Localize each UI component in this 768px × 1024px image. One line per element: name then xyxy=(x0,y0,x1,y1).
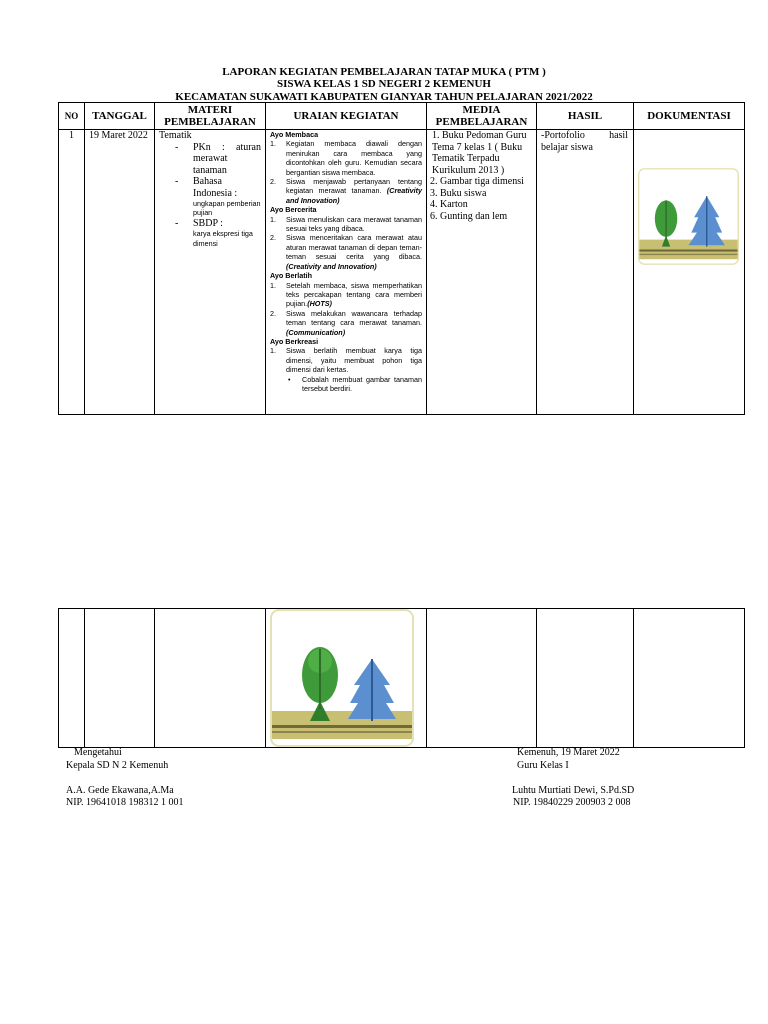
list-item: 2. Siswa menjawab pertanyaan tentang kegiatan merawat tanaman. (Creativity and Innovation) xyxy=(270,177,423,205)
section-heading-ayo-bercerita: Ayo Bercerita xyxy=(270,205,317,215)
header-uraian: URAIAN KEGIATAN xyxy=(266,103,427,130)
row-no: 1 xyxy=(59,130,85,415)
sig-left-name: A.A. Gede Ekawana,A.Ma xyxy=(66,785,174,796)
list-item: 1. Kegiatan membaca diawali dengan menirukan cara membaca yang dicontohkan oleh guru. Kemudian secara bergantian siswa membaca. xyxy=(270,139,422,177)
list-item: 6. Gunting dan lem xyxy=(430,210,508,222)
materi-list xyxy=(155,142,265,249)
sig-right-line2: Guru Kelas I xyxy=(517,760,569,771)
report-title-line-1: LAPORAN KEGIATAN PEMBELAJARAN TATAP MUKA ( PTM ) xyxy=(222,66,546,78)
sig-left-line2: Kepala SD N 2 Kemenuh xyxy=(66,760,169,771)
empty-cell xyxy=(537,609,634,748)
list-item: 1. Buku Pedoman Guru Tema 7 kelas 1 ( Buku Tematik Terpadu Kurikulum 2013 ) xyxy=(432,130,527,176)
row-hasil: -Portofolio hasil belajar siswa xyxy=(537,130,634,415)
row-uraian xyxy=(266,130,427,415)
list-item: 2. Gambar tiga dimensi xyxy=(430,176,524,187)
table-header-row xyxy=(59,103,745,130)
list-item: - PKn : aturan merawat tanaman xyxy=(175,141,261,176)
header-hasil: HASIL xyxy=(537,103,634,130)
empty-cell xyxy=(85,609,155,748)
header-media: MEDIA PEMBELAJARAN xyxy=(427,103,537,130)
section-heading-ayo-berlatih: Ayo Berlatih xyxy=(270,271,313,281)
empty-cell xyxy=(427,609,537,748)
header-materi: MATERI PEMBELAJARAN xyxy=(155,103,266,130)
list-item: 2. Siswa melakukan wawancara terhadap teman tentang cara merawat tanaman. (Communication) xyxy=(270,308,422,337)
sig-right-line1: Kemenuh, 19 Maret 2022 xyxy=(517,747,620,758)
row-dokumentasi xyxy=(634,130,745,415)
sig-right-name: Luhtu Murtiati Dewi, S.Pd.SD xyxy=(512,785,635,796)
empty-cell xyxy=(634,609,745,748)
list-item: 3. Buku siswa xyxy=(430,187,487,199)
table-row xyxy=(59,609,745,748)
materi-title: Tematik xyxy=(159,130,192,141)
empty-cell xyxy=(59,609,85,748)
list-item: 1. Setelah membaca, siswa memperhatikan teks percakapan tentang cara memberi pujian.(HOTS) xyxy=(270,280,422,309)
report-title-line-2: SISWA KELAS 1 SD NEGERI 2 KEMENUH xyxy=(277,78,491,90)
row-tanggal: 19 Maret 2022 xyxy=(85,130,155,415)
activity-table xyxy=(58,102,745,415)
row-media xyxy=(427,130,537,415)
photo-table xyxy=(58,608,745,748)
list-item: - SBDP : karya ekspresi tiga dimensi xyxy=(175,217,253,248)
list-item: 4. Karton xyxy=(430,199,468,210)
table-row xyxy=(59,130,745,415)
uraian-list-3 xyxy=(270,281,422,337)
header-no: NO xyxy=(59,103,85,130)
uraian-list-1 xyxy=(270,139,422,205)
list-item: 1. Siswa menuliskan cara merawat tanaman sesuai teks yang dibaca. xyxy=(270,214,422,234)
list-item: - Bahasa Indonesia : ungkapan pemberian pujian xyxy=(175,176,261,218)
list-item: 2. Siswa menceritakan cara merawat atau aturan merawat tanaman di depan teman-teman sesuai cerita yang dibaca. (Creativity and Innovation) xyxy=(270,233,422,271)
paper-trees-photo xyxy=(638,168,739,265)
row-materi xyxy=(155,130,266,415)
section-heading-ayo-membaca: Ayo Membaca xyxy=(270,130,319,139)
list-item: • Cobalah membuat gambar tanaman tersebut berdiri. xyxy=(288,374,422,393)
header-dokumentasi: DOKUMENTASI xyxy=(634,103,745,130)
uraian-list-4 xyxy=(270,346,422,374)
paper-trees-photo-large xyxy=(269,609,415,747)
sig-left-nip: NIP. 19641018 198312 1 001 xyxy=(66,797,184,808)
section-heading-ayo-berkreasi: Ayo Berkreasi xyxy=(270,336,319,346)
list-item: 1. Siswa berlatih membuat karya tiga dimensi, yaitu membuat pohon tiga dimensi dari kertas. xyxy=(270,346,422,375)
uraian-list-2 xyxy=(270,215,422,271)
header-tanggal: TANGGAL xyxy=(85,103,155,130)
empty-cell xyxy=(155,609,266,748)
sig-left-line1: Mengetahui xyxy=(74,747,122,758)
photo-cell xyxy=(266,609,427,748)
sig-right-nip: NIP. 19840229 200903 2 008 xyxy=(513,797,631,808)
report-title-line-3: KECAMATAN SUKAWATI KABUPATEN GIANYAR TAHUN PELAJARAN 2021/2022 xyxy=(175,91,593,103)
